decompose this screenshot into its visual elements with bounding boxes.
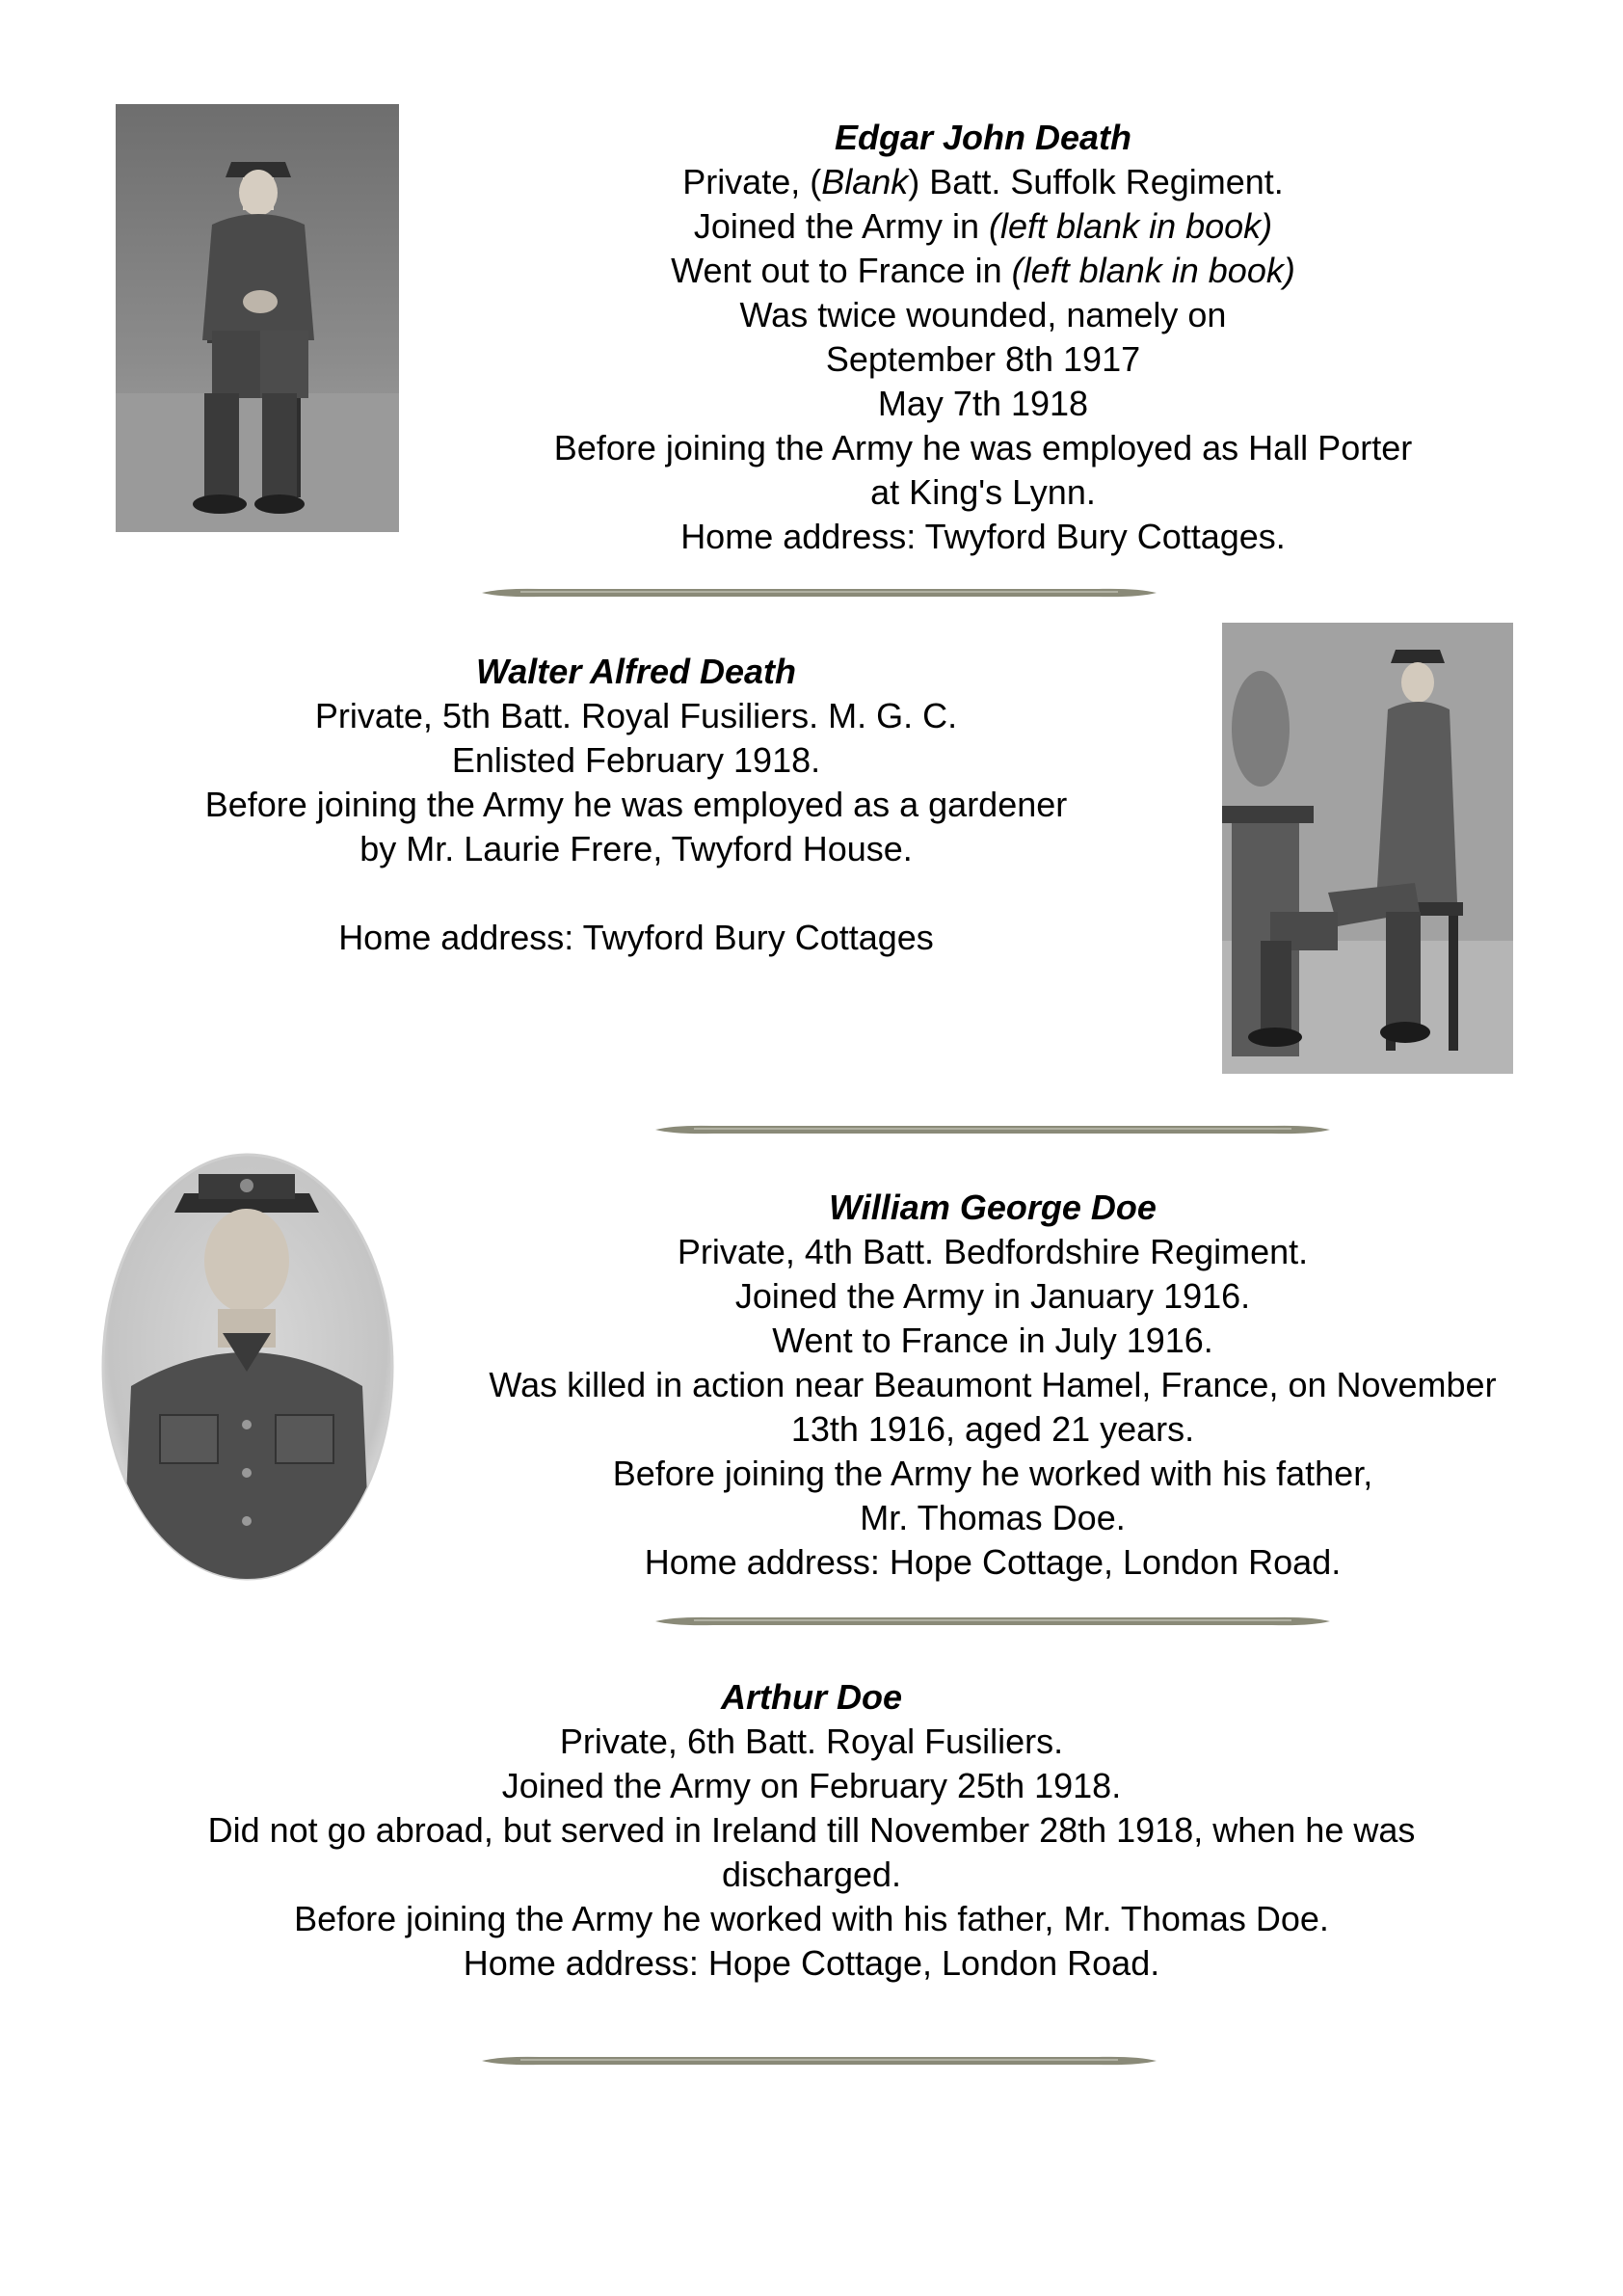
wound-date-1: September 8th 1917 (825, 339, 1141, 379)
joined-line: Joined the Army on February 25th 1918. (501, 1766, 1122, 1805)
section-divider (482, 587, 1157, 599)
entry-william-george-doe (414, 1186, 1571, 1585)
france-line: Went to France in July 1916. (772, 1321, 1213, 1360)
employment-line-1: Before joining the Army he was employed as Hall Porter (553, 428, 1413, 467)
joined-line: Joined the Army in January 1916. (734, 1276, 1251, 1316)
rank-line: Private, (Blank) Batt. Suffolk Regiment. (682, 162, 1284, 201)
employment-line-2: Mr. Thomas Doe. (860, 1498, 1126, 1537)
entry-name: William George Doe (829, 1188, 1157, 1227)
france-line: Went out to France in (left blank in book) (671, 251, 1295, 290)
employment-line-1: Before joining the Army he worked with his father, (612, 1454, 1373, 1493)
rank-line: Private, 4th Batt. Bedfordshire Regiment. (677, 1232, 1309, 1271)
employment-line: Before joining the Army he worked with his father, Mr. Thomas Doe. (294, 1899, 1329, 1938)
served-line-2: discharged. (721, 1855, 902, 1894)
employment-line-2: at King's Lynn. (870, 472, 1096, 512)
portrait-photo-william (93, 1135, 403, 1589)
portrait-photo-edgar (116, 104, 399, 532)
served-line-1: Did not go abroad, but served in Ireland till November 28th 1918, when he was (207, 1810, 1416, 1850)
section-divider (482, 2055, 1157, 2067)
section-divider (655, 1615, 1330, 1627)
entry-name: Edgar John Death (834, 118, 1132, 157)
portrait-photo-walter (1222, 623, 1513, 1074)
enlisted-line: Enlisted February 1918. (451, 740, 821, 780)
section-divider (655, 1124, 1330, 1135)
entry-arthur-doe (0, 1675, 1623, 1986)
employment-line-2: by Mr. Laurie Frere, Twyford House. (359, 829, 913, 868)
rank-line: Private, 6th Batt. Royal Fusiliers. (559, 1722, 1064, 1761)
killed-line-2: 13th 1916, aged 21 years. (790, 1409, 1195, 1449)
entry-walter-alfred-death (58, 650, 1214, 960)
home-address: Home address: Twyford Bury Cottages. (680, 517, 1286, 556)
wounded-line: Was twice wounded, namely on (739, 295, 1227, 334)
home-address: Home address: Hope Cottage, London Road. (644, 1542, 1342, 1582)
killed-line-1: Was killed in action near Beaumont Hamel, France, on November (489, 1365, 1497, 1404)
entry-name: Arthur Doe (721, 1677, 902, 1717)
wound-date-2: May 7th 1918 (877, 384, 1089, 423)
rank-line: Private, 5th Batt. Royal Fusiliers. M. G. C. (314, 696, 958, 735)
entry-edgar-john-death (405, 116, 1561, 559)
home-address: Home address: Hope Cottage, London Road. (463, 1943, 1160, 1983)
home-address: Home address: Twyford Bury Cottages (338, 918, 934, 957)
entry-name: Walter Alfred Death (475, 652, 797, 691)
joined-line: Joined the Army in (left blank in book) (693, 206, 1273, 246)
blank-line (58, 871, 1214, 916)
employment-line-1: Before joining the Army he was employed as a gardener (204, 785, 1068, 824)
